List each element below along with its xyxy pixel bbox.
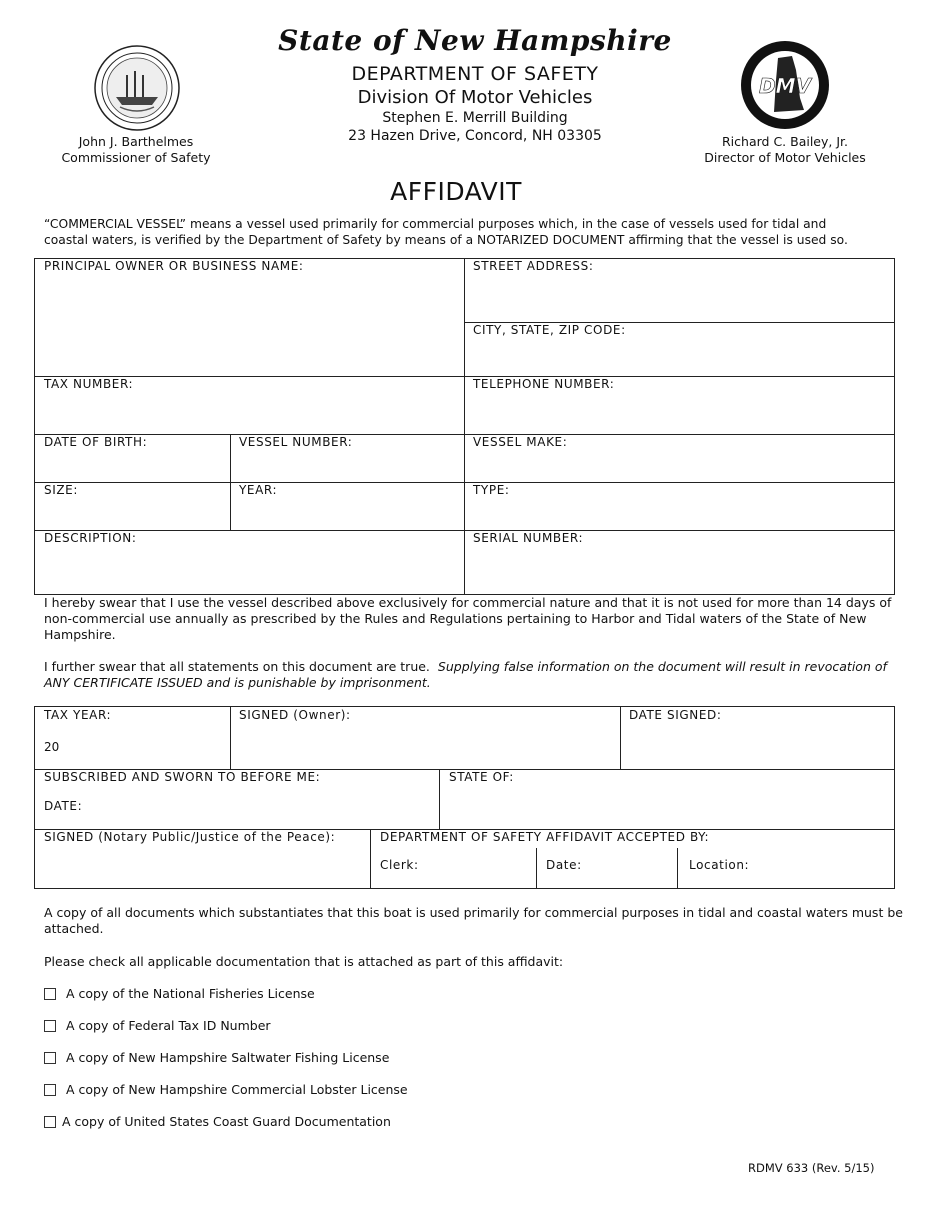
location-label: Location: — [689, 858, 750, 872]
checklist-item[interactable] — [44, 1114, 391, 1129]
year-label: YEAR: — [239, 483, 278, 497]
checklist-item[interactable] — [44, 986, 315, 1001]
checklist-label: A copy of Federal Tax ID Number — [66, 1018, 271, 1033]
docs-note-line-1: A copy of all documents which substantiates that this boat is used primarily for commercial purposes in tidal and coastal waters must be — [44, 905, 903, 920]
state-seal — [94, 45, 180, 131]
department-name: DEPARTMENT OF SAFETY — [351, 63, 599, 85]
intro-line-1: “COMMERCIAL VESSEL” means a vessel used primarily for commercial purposes which, in the case of vessels used for tidal and — [44, 217, 827, 231]
penalty-warning: Supplying false information on the document will result in revocation of — [437, 659, 887, 674]
date-signed-field[interactable] — [621, 707, 894, 769]
checkbox[interactable] — [44, 988, 56, 1000]
city-state-zip-field[interactable] — [465, 323, 894, 376]
subscribed-sworn-field[interactable] — [35, 770, 439, 829]
vessel-number-field[interactable] — [231, 435, 464, 482]
checkbox[interactable] — [44, 1020, 56, 1032]
city-state-zip-label: CITY, STATE, ZIP CODE: — [473, 323, 626, 337]
date-of-birth-field[interactable] — [35, 435, 230, 482]
serial-number-label: SERIAL NUMBER: — [473, 531, 584, 545]
owner-signature-field[interactable] — [231, 707, 620, 769]
commissioner-title: Commissioner of Safety — [61, 150, 211, 165]
tax-year-prefix: 20 — [44, 740, 60, 754]
notary-signature-label: SIGNED (Notary Public/Justice of the Peace): — [44, 830, 336, 844]
subscribed-sworn-label: SUBSCRIBED AND SWORN TO BEFORE ME: — [44, 770, 321, 784]
owner-signature-label: SIGNED (Owner): — [239, 708, 351, 722]
telephone-label: TELEPHONE NUMBER: — [473, 377, 615, 391]
docs-prompt: Please check all applicable documentation that is attached as part of this affidavit: — [44, 954, 564, 969]
division-name: Division Of Motor Vehicles — [357, 87, 593, 108]
penalty-warning-cont: ANY CERTIFICATE ISSUED and is punishable by imprisonment. — [44, 675, 431, 690]
tax-number-field[interactable] — [35, 377, 464, 434]
form-number: RDMV 633 (Rev. 5/15) — [748, 1161, 875, 1175]
size-field[interactable] — [35, 483, 230, 530]
year-field[interactable] — [231, 483, 464, 530]
owner-name-field[interactable] — [35, 259, 464, 376]
location-field[interactable] — [678, 849, 894, 888]
tax-year-label: TAX YEAR: — [44, 708, 112, 722]
type-field[interactable] — [465, 483, 894, 530]
vessel-make-label: VESSEL MAKE: — [473, 435, 568, 449]
dmv-logo-text: DMV — [759, 74, 811, 98]
serial-number-field[interactable] — [465, 531, 894, 594]
swear-line-3: Hampshire. — [44, 627, 116, 642]
state-title: State of New Hampshire — [278, 24, 672, 57]
owner-name-label: PRINCIPAL OWNER OR BUSINESS NAME: — [44, 259, 304, 273]
office-address: 23 Hazen Drive, Concord, NH 03305 — [348, 128, 602, 144]
checkbox[interactable] — [44, 1116, 56, 1128]
accepted-date-field[interactable] — [537, 849, 677, 888]
accepted-by-label: DEPARTMENT OF SAFETY AFFIDAVIT ACCEPTED BY: — [380, 830, 710, 844]
checklist-label: A copy of New Hampshire Saltwater Fishing License — [66, 1050, 390, 1065]
description-field[interactable] — [35, 531, 464, 594]
checklist-label: A copy of the National Fisheries License — [66, 986, 315, 1001]
state-of-label: STATE OF: — [449, 770, 514, 784]
type-label: TYPE: — [473, 483, 510, 497]
clerk-label: Clerk: — [380, 858, 419, 872]
intro-line-2: coastal waters, is verified by the Department of Safety by means of a NOTARIZED DOCUMENT affirming that the vessel is used so. — [44, 233, 848, 247]
commissioner-name: John J. Barthelmes — [78, 134, 194, 149]
street-address-field[interactable] — [465, 259, 894, 322]
checklist-label: A copy of New Hampshire Commercial Lobster License — [66, 1082, 408, 1097]
dmv-logo — [740, 40, 830, 130]
vessel-make-field[interactable] — [465, 435, 894, 482]
size-label: SIZE: — [44, 483, 79, 497]
swear-line-1: I hereby swear that I use the vessel described above exclusively for commercial nature and that it is not used for more than 14 days of — [44, 595, 892, 610]
checklist-item[interactable] — [44, 1082, 408, 1097]
swear-statement: I further swear that all statements on this document are true. — [44, 659, 430, 674]
sworn-date-label: DATE: — [44, 799, 83, 813]
telephone-field[interactable] — [465, 377, 894, 434]
checklist-item[interactable] — [44, 1018, 271, 1033]
vessel-number-label: VESSEL NUMBER: — [239, 435, 353, 449]
notary-signature-field[interactable] — [35, 830, 370, 888]
tax-year-field[interactable] — [35, 707, 230, 769]
form-title: AFFIDAVIT — [390, 177, 522, 206]
director-title: Director of Motor Vehicles — [704, 150, 866, 165]
street-address-label: STREET ADDRESS: — [473, 259, 594, 273]
checkbox[interactable] — [44, 1084, 56, 1096]
checklist-label: A copy of United States Coast Guard Documentation — [62, 1114, 391, 1129]
clerk-field[interactable] — [371, 849, 536, 888]
docs-note-line-2: attached. — [44, 921, 104, 936]
swear-line-2: non-commercial use annually as prescribed by the Rules and Regulations pertaining to Harbor and Tidal waters of the State of New — [44, 611, 867, 626]
date-of-birth-label: DATE OF BIRTH: — [44, 435, 148, 449]
description-label: DESCRIPTION: — [44, 531, 137, 545]
state-of-field[interactable] — [440, 770, 894, 829]
accepted-date-label: Date: — [546, 858, 582, 872]
director-name: Richard C. Bailey, Jr. — [722, 134, 848, 149]
checklist-item[interactable] — [44, 1050, 389, 1065]
checkbox[interactable] — [44, 1052, 56, 1064]
tax-number-label: TAX NUMBER: — [44, 377, 134, 391]
building-name: Stephen E. Merrill Building — [382, 110, 568, 126]
date-signed-label: DATE SIGNED: — [629, 708, 722, 722]
